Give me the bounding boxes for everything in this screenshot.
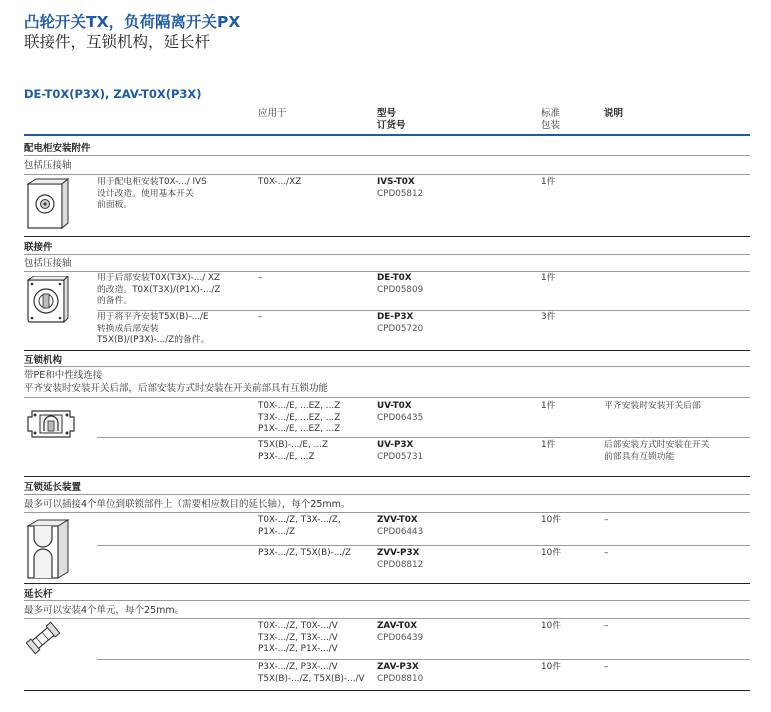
row-remark: – (604, 621, 609, 631)
row-pack: 10件 (541, 515, 561, 525)
section-note: 带PE和中性线连接 平齐安装时安装开关后部，后部安装方式时安装在开关前部具有互锁功能 (24, 370, 329, 394)
section-note: 包括压接轴 (24, 258, 72, 269)
divider (24, 174, 750, 175)
section-rule (24, 476, 750, 477)
section-note: 最多可以插接4个单位到联锁部件上（需要相应数目的延长轴），每个25mm。 (24, 499, 351, 510)
row-divider (97, 545, 750, 546)
section-rule (24, 350, 750, 351)
divider (24, 600, 750, 601)
section-title: 联接件 (24, 242, 53, 253)
row-applies: P3X-.../Z, T5X(B)-.../Z (258, 548, 352, 558)
row-remark: – (604, 662, 609, 672)
extension-rod-icon (26, 620, 60, 660)
row-divider (97, 310, 750, 311)
interlock-extension-icon (26, 518, 70, 584)
row-applies: – (258, 273, 263, 283)
interlock-mechanism-icon (26, 405, 76, 447)
row-model: ZAV-P3X (377, 662, 419, 672)
divider (24, 397, 750, 398)
section-rule (24, 236, 750, 237)
product-line-heading: DE-T0X(P3X), ZAV-T0X(P3X) (24, 87, 202, 101)
row-order-number: CPD05812 (377, 189, 424, 199)
divider (24, 512, 750, 513)
row-order-number: CPD05809 (377, 285, 424, 295)
row-order-number: CPD06443 (377, 527, 424, 537)
row-description: 用于配电柜安装T0X-.../ IVS 设计改造。使用基本开关 前面板。 (97, 177, 207, 210)
row-divider (97, 437, 750, 438)
row-order-number: CPD08810 (377, 674, 424, 684)
row-description: 用于后部安装T0X(T3X)-.../ XZ 的改造。T0X(T3X)/(P1X)-.../Z 的备件。 (97, 273, 221, 306)
divider (24, 366, 750, 367)
row-model: DE-P3X (377, 312, 414, 322)
row-applies: P3X-.../Z, P3X-.../V T5X(B)-.../Z, T5X(B)-.../V (258, 662, 365, 684)
section-title: 延长杆 (24, 589, 53, 600)
row-model: IVS-T0X (377, 177, 415, 187)
divider (24, 618, 750, 619)
row-remark: – (604, 548, 609, 558)
row-pack: 10件 (541, 662, 561, 672)
row-order-number: CPD05720 (377, 324, 424, 334)
col-model: 型号 订货号 (377, 108, 406, 131)
row-model: DE-T0X (377, 273, 412, 283)
divider (24, 155, 750, 156)
section-title: 配电柜安装附件 (24, 143, 91, 154)
page-subtitle: 联接件，互锁机构，延长杆 (24, 33, 211, 51)
row-remark: – (604, 515, 609, 525)
divider (24, 254, 750, 255)
row-remark: 后部安装方式时安装在开关 前部具有互锁功能 (604, 440, 710, 462)
row-model: ZAV-T0X (377, 621, 418, 631)
row-order-number: CPD06435 (377, 413, 424, 423)
row-remark: 平齐安装时安装开关后部 (604, 401, 701, 411)
row-applies: T0X-.../E, ...EZ, ...Z T3X-.../E, ...EZ, ...Z P1X-.../E, ...EZ, ...Z (258, 401, 341, 434)
section-rule (24, 690, 750, 691)
col-pack: 标准 包装 (541, 108, 561, 131)
section-note: 包括压接轴 (24, 160, 72, 171)
row-applies: T0X-.../XZ (258, 177, 302, 187)
col-remark: 说明 (604, 108, 624, 119)
section-title: 互锁延长装置 (24, 482, 82, 493)
row-applies: T5X(B)-.../E, ...Z P3X-.../E, ...Z (258, 440, 328, 462)
row-applies: T0X-.../Z, T0X-.../V T3X-.../Z, T3X-.../V P1X-.../Z, P1X-.../V (258, 621, 338, 654)
divider (24, 271, 750, 272)
row-model: ZVV-T0X (377, 515, 418, 525)
row-order-number: CPD05731 (377, 452, 424, 462)
coupling-piece-icon (26, 276, 70, 330)
page-title: 凸轮开关TX，负荷隔离开关PX (24, 13, 241, 31)
section-title: 互锁机构 (24, 355, 63, 366)
header-rule (24, 134, 750, 136)
row-model: ZVV-P3X (377, 548, 420, 558)
row-divider (97, 659, 750, 660)
row-pack: 1件 (541, 273, 556, 283)
row-description: 用于将平齐安装T5X(B)-.../E 转换成后部安装 T5X(B)/(P3X)-.../Z的备件。 (97, 312, 210, 345)
row-pack: 3件 (541, 312, 556, 322)
row-model: UV-T0X (377, 401, 412, 411)
row-applies: – (258, 312, 263, 322)
row-pack: 10件 (541, 621, 561, 631)
row-pack: 10件 (541, 548, 561, 558)
row-model: UV-P3X (377, 440, 414, 450)
section-note: 最多可以安装4个单元，每个25mm。 (24, 605, 185, 616)
row-order-number: CPD08812 (377, 560, 424, 570)
row-order-number: CPD06439 (377, 633, 424, 643)
row-pack: 1件 (541, 401, 556, 411)
section-rule (24, 583, 750, 584)
row-pack: 1件 (541, 440, 556, 450)
divider (24, 494, 750, 495)
panel-mount-kit-icon (26, 178, 70, 236)
row-pack: 1件 (541, 177, 556, 187)
col-applies-to: 应用于 (258, 108, 287, 119)
row-applies: T0X-.../Z, T3X-.../Z, P1X-.../Z (258, 515, 341, 537)
